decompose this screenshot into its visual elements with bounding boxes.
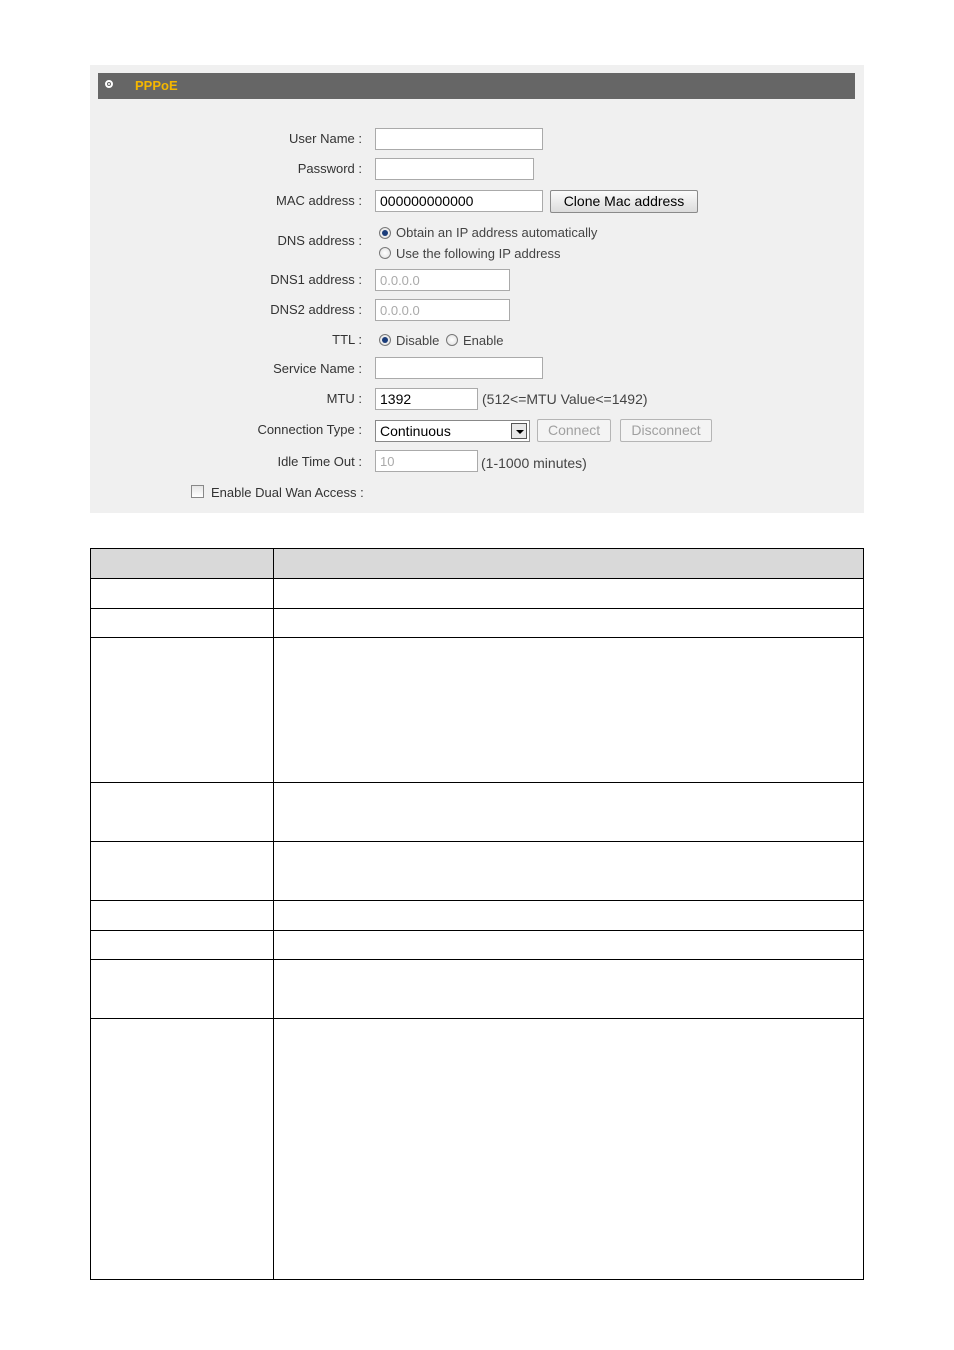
password-input[interactable] xyxy=(375,158,534,180)
table-row xyxy=(91,960,864,1019)
ttl-disable-label: Disable xyxy=(396,333,440,348)
dual-wan-label: Enable Dual Wan Access : xyxy=(211,485,364,500)
chevron-down-icon[interactable] xyxy=(511,423,527,439)
table-cell xyxy=(274,783,864,842)
mac-address-label: MAC address : xyxy=(276,193,362,208)
table-cell xyxy=(274,842,864,901)
ttl-enable-label: Enable xyxy=(463,333,504,348)
radio-bullet-icon xyxy=(105,80,113,88)
dns1-address-input[interactable] xyxy=(375,269,510,291)
mtu-label: MTU : xyxy=(326,391,362,406)
table-row xyxy=(91,901,864,931)
panel-title: PPPoE xyxy=(135,78,178,93)
service-name-label: Service Name : xyxy=(273,361,362,376)
table-cell xyxy=(91,783,274,842)
table-cell xyxy=(91,842,274,901)
table-cell xyxy=(274,901,864,931)
user-name-input[interactable] xyxy=(375,128,543,150)
mtu-input[interactable] xyxy=(375,388,478,410)
dns2-address-input[interactable] xyxy=(375,299,510,321)
connect-button[interactable]: Connect xyxy=(537,419,611,442)
ttl-disable-radio[interactable] xyxy=(379,334,391,346)
table-cell xyxy=(274,960,864,1019)
table-row xyxy=(91,1019,864,1280)
table-cell xyxy=(274,609,864,638)
table-row xyxy=(91,579,864,609)
disconnect-button[interactable]: Disconnect xyxy=(620,419,712,442)
table-row xyxy=(91,783,864,842)
service-name-input[interactable] xyxy=(375,357,543,379)
table-header-cell xyxy=(91,549,274,579)
table-cell xyxy=(91,960,274,1019)
idle-time-hint: (1-1000 minutes) xyxy=(481,455,587,471)
table-cell xyxy=(91,901,274,931)
table-header-cell xyxy=(274,549,864,579)
idle-time-input[interactable] xyxy=(375,450,478,472)
dns2-address-label: DNS2 address : xyxy=(270,302,362,317)
table-header-row xyxy=(91,549,864,579)
connection-type-label: Connection Type : xyxy=(257,422,362,437)
table-cell xyxy=(274,638,864,783)
dns-manual-radio[interactable] xyxy=(379,247,391,259)
mtu-hint: (512<=MTU Value<=1492) xyxy=(482,391,648,407)
table-cell xyxy=(91,1019,274,1280)
idle-time-label: Idle Time Out : xyxy=(277,454,362,469)
table-cell xyxy=(91,931,274,960)
table-row xyxy=(91,931,864,960)
table-row xyxy=(91,609,864,638)
table-cell xyxy=(91,609,274,638)
table-row xyxy=(91,638,864,783)
password-label: Password : xyxy=(297,161,362,176)
connection-type-select[interactable] xyxy=(375,420,530,442)
dns-auto-radio[interactable] xyxy=(379,227,391,239)
dual-wan-checkbox[interactable] xyxy=(191,485,204,498)
table-cell xyxy=(274,1019,864,1280)
dns-auto-label: Obtain an IP address automatically xyxy=(396,225,598,240)
table-cell xyxy=(274,931,864,960)
dns-manual-label: Use the following IP address xyxy=(396,246,561,261)
dns-address-label: DNS address : xyxy=(277,233,362,248)
mac-address-input[interactable] xyxy=(375,190,543,212)
panel-header xyxy=(98,73,855,99)
pppoe-panel xyxy=(90,65,864,513)
table-cell xyxy=(274,579,864,609)
table-cell xyxy=(91,638,274,783)
description-table xyxy=(90,548,864,1280)
connection-type-value: Continuous xyxy=(380,423,451,439)
clone-mac-button[interactable]: Clone Mac address xyxy=(550,190,698,213)
user-name-label: User Name : xyxy=(289,131,362,146)
table-row xyxy=(91,842,864,901)
ttl-label: TTL : xyxy=(332,332,362,347)
ttl-enable-radio[interactable] xyxy=(446,334,458,346)
table-cell xyxy=(91,579,274,609)
dns1-address-label: DNS1 address : xyxy=(270,272,362,287)
